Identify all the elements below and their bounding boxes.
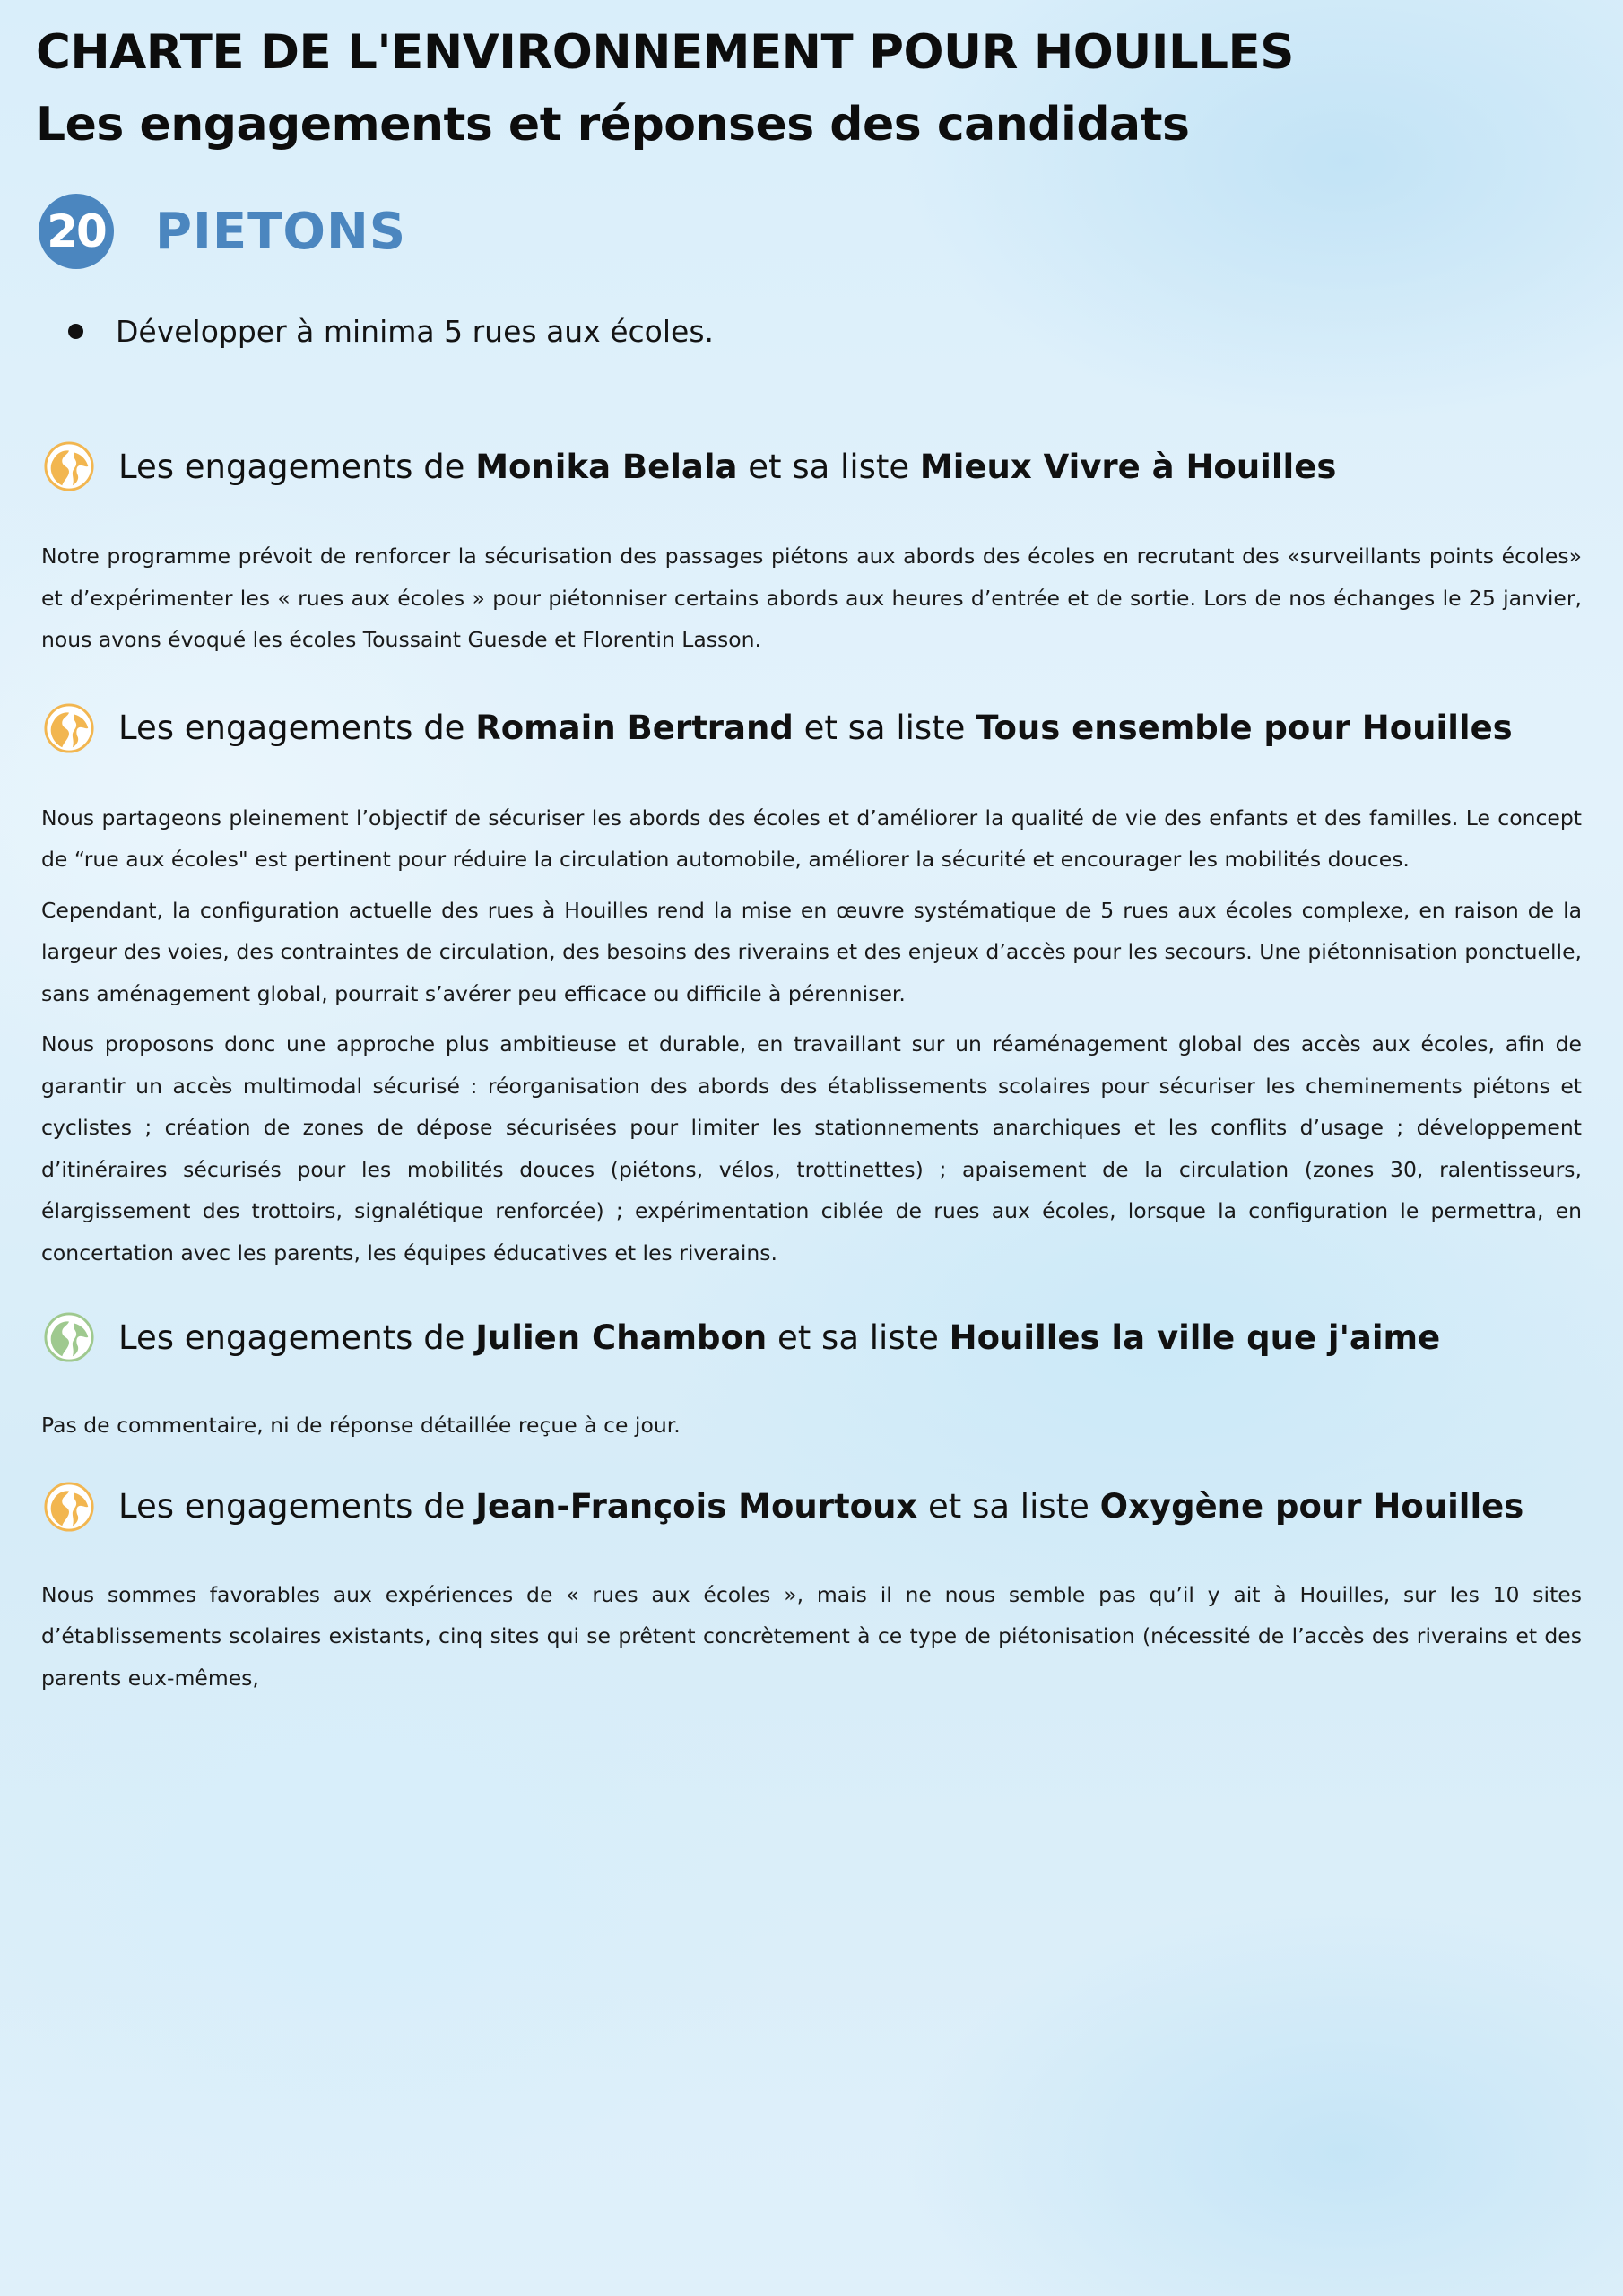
candidate-response-bertrand	[41, 797, 1582, 1274]
response-paragraph: Cependant, la configuration actuelle des rues à Houilles rend la mise en œuvre systématique de 5 rues aux écoles complexe, en raison de la largeur des voies, des contraintes de circulation, des besoins des riverains et des enjeux d’accès pour les secours. Une piétonnisation ponctuelle, sans aménagement global, pourrait s’avérer peu efficace ou difficile à pérenniser.	[41, 897, 1582, 1006]
document-title: CHARTE DE L'ENVIRONNEMENT POUR HOUILLES	[36, 25, 1294, 80]
candidate-name: Monika Belala	[475, 447, 738, 486]
section-title: PIETONS	[155, 202, 407, 261]
response-paragraph: Nous partageons pleinement l’objectif de sécuriser les abords des écoles et d’améliorer la qualité de vie des enfants et des familles. Le concept de “rue aux écoles" est pertinent pour réduire la circulation automobile, améliorer la sécurité et encourager les mobilités douces.	[41, 804, 1582, 872]
globe-icon	[43, 702, 95, 754]
candidate-list-name: Oxygène pour Houilles	[1099, 1487, 1524, 1526]
response-paragraph: Nous proposons donc une approche plus ambitieuse et durable, en travaillant sur un réaménagement global des accès aux écoles, afin de garantir un accès multimodal sécurisé : réorganisation des abords des établissements scolaires pour sécuriser les cheminements piétons et cyclistes ; création de zones de dépose sécurisées pour limiter les stationnements anarchiques et les conflits d’usage ; développement d’itinéraires sécurisés pour les mobilités douces (piétons, vélos, trottinettes) ; apaisement de la circulation (zones 30, ralentisseurs, élargissement des trottoirs, signalétique renforcée) ; expérimentation ciblée de rues aux écoles, lorsque la configuration le permettra, en concertation avec les parents, les équipes éducatives et les riverains.	[41, 1031, 1582, 1265]
document-subtitle: Les engagements et réponses des candidats	[36, 98, 1190, 152]
bullet-icon	[68, 324, 83, 339]
candidate-heading-mourtoux	[43, 1481, 1582, 1533]
candidate-title: Les engagements de Romain Bertrand et sa liste Tous ensemble pour Houilles	[118, 709, 1513, 747]
candidate-list-name: Tous ensemble pour Houilles	[976, 709, 1513, 747]
candidate-title: Les engagements de Jean-François Mourtoux et sa liste Oxygène pour Houilles	[118, 1487, 1524, 1526]
candidate-list-name: Houilles la ville que j'aime	[949, 1318, 1441, 1357]
candidate-title: Les engagements de Julien Chambon et sa liste Houilles la ville que j'aime	[118, 1318, 1441, 1357]
response-paragraph: Nous sommes favorables aux expériences de « rues aux écoles », mais il ne nous semble pas qu’il y ait à Houilles, sur les 10 sites d’établissements scolaires existants, cinq sites qui se prêtent concrètement à ce type de piétonisation (nécessité de l’accès des riverains et des parents eux-mêmes,	[41, 1581, 1582, 1691]
objective-item	[68, 314, 1582, 349]
response-paragraph: Pas de commentaire, ni de réponse détaillée reçue à ce jour.	[41, 1413, 681, 1438]
candidate-name: Julien Chambon	[475, 1318, 768, 1357]
candidate-response-mourtoux	[41, 1574, 1582, 1700]
objective-text: Développer à minima 5 rues aux écoles.	[116, 314, 715, 349]
response-paragraph: Notre programme prévoit de renforcer la sécurisation des passages piétons aux abords des écoles en recrutant des «surveillants points écoles» et d’expérimenter les « rues aux écoles » pour piétonniser certains abords aux heures d’entrée et de sortie. Lors de nos échanges le 25 janvier, nous avons évoqué les écoles Toussaint Guesde et Florentin Lasson.	[41, 544, 1582, 652]
candidate-response-chambon	[41, 1405, 1582, 1447]
globe-icon	[43, 1481, 95, 1533]
candidate-list-name: Mieux Vivre à Houilles	[919, 447, 1337, 486]
candidate-name: Romain Bertrand	[475, 709, 794, 747]
candidate-heading-bertrand	[43, 702, 1582, 754]
section-number-badge: 20	[39, 194, 114, 269]
candidate-title: Les engagements de Monika Belala et sa liste Mieux Vivre à Houilles	[118, 447, 1337, 486]
candidate-heading-belala	[43, 440, 1582, 492]
globe-icon	[43, 1311, 95, 1363]
section-heading	[39, 194, 1582, 269]
candidate-heading-chambon	[43, 1311, 1582, 1363]
globe-icon	[43, 440, 95, 492]
candidate-response-belala	[41, 535, 1582, 661]
candidate-name: Jean-François Mourtoux	[475, 1487, 918, 1526]
